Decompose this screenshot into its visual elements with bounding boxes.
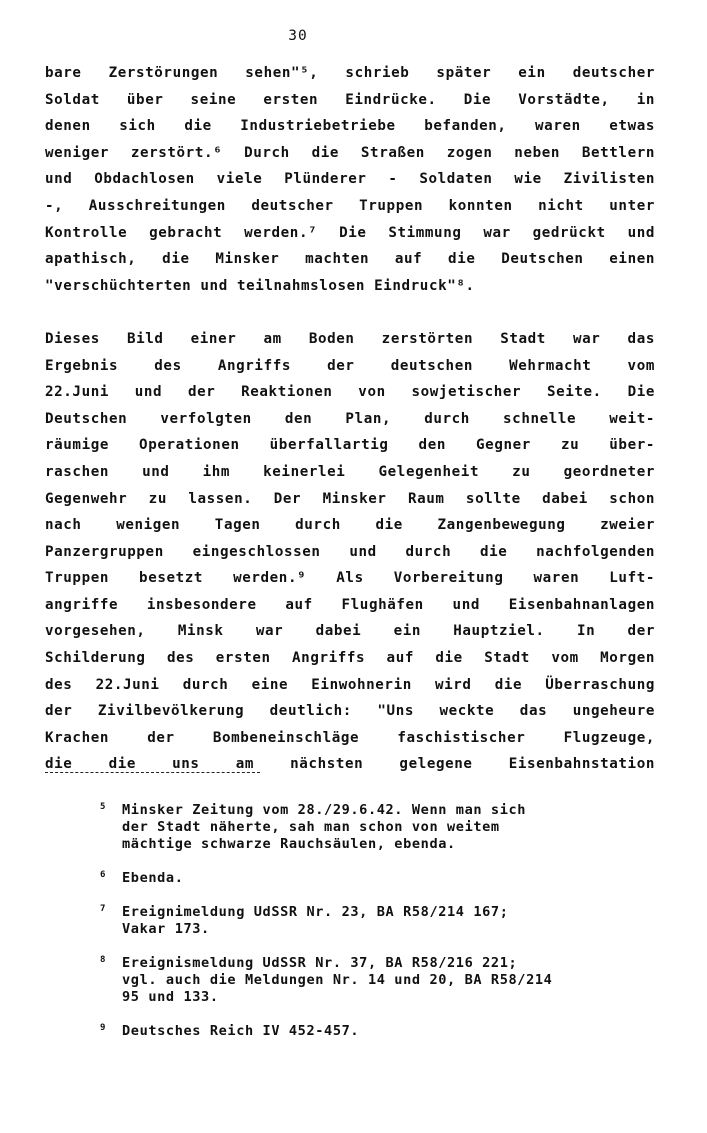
footnote-mark: 5 <box>100 802 107 812</box>
text-line: räumige Operationen überfallartig den Gegner zu über- <box>45 437 655 454</box>
body-text <box>45 60 655 778</box>
text-line: nach wenigen Tagen durch die Zangenbewegung zweier <box>45 517 655 534</box>
page-number: 30 <box>288 28 308 44</box>
text-line: der Zivilbevölkerung deutlich: "Uns weckte das ungeheure <box>45 703 655 720</box>
footnote <box>100 904 660 938</box>
footnote-line: vgl. auch die Meldungen Nr. 14 und 20, BA R58/214 <box>122 972 553 988</box>
text-line: Kontrolle gebracht werden.⁷ Die Stimmung war gedrückt und <box>45 224 655 241</box>
footnote-separator <box>45 772 260 773</box>
text-line: Krachen der Bombeneinschläge faschistischer Flugzeuge, <box>45 729 655 746</box>
footnote-line: der Stadt näherte, sah man schon von weitem <box>122 819 500 835</box>
footnote-line: Ereignimeldung UdSSR Nr. 23, BA R58/214 167; <box>122 904 509 920</box>
text-line: Soldat über seine ersten Eindrücke. Die Vorstädte, in <box>45 91 655 108</box>
text-line: vorgesehen, Minsk war dabei ein Hauptziel. In der <box>45 623 655 640</box>
paragraph-gap <box>45 299 655 326</box>
paragraph <box>45 60 655 299</box>
footnote <box>100 802 660 853</box>
footnote-line: Ereignismeldung UdSSR Nr. 37, BA R58/216 221; <box>122 955 518 971</box>
footnote-mark: 9 <box>100 1023 107 1033</box>
text-line: denen sich die Industriebetriebe befanden, waren etwas <box>45 118 655 135</box>
text-line: Truppen besetzt werden.⁹ Als Vorbereitung waren Luft- <box>45 570 655 587</box>
footnote-mark: 8 <box>100 955 107 965</box>
footnotes <box>100 802 660 1057</box>
text-line: Dieses Bild einer am Boden zerstörten Stadt war das <box>45 330 655 347</box>
text-line: -, Ausschreitungen deutscher Truppen konnten nicht unter <box>45 197 655 214</box>
footnote-line: Ebenda. <box>122 870 184 886</box>
text-line: raschen und ihm keinerlei Gelegenheit zu geordneter <box>45 463 655 480</box>
text-line: apathisch, die Minsker machten auf die Deutschen einen <box>45 251 655 268</box>
text-line: Gegenwehr zu lassen. Der Minsker Raum sollte dabei schon <box>45 490 655 507</box>
paragraph <box>45 326 655 778</box>
text-line: des 22.Juni durch eine Einwohnerin wird die Überraschung <box>45 676 655 693</box>
footnote-line: Deutsches Reich IV 452-457. <box>122 1023 360 1039</box>
footnote-line: 95 und 133. <box>122 989 219 1005</box>
text-line: bare Zerstörungen sehen"⁵, schrieb später ein deutscher <box>45 65 655 81</box>
text-line: Panzergruppen eingeschlossen und durch die nachfolgenden <box>45 543 655 560</box>
footnote <box>100 870 660 887</box>
footnote-line: Vakar 173. <box>122 921 210 937</box>
text-line: angriffe insbesondere auf Flughäfen und Eisenbahnanlagen <box>45 596 655 613</box>
text-line: "verschüchterten und teilnahmslosen Eindruck"⁸. <box>45 277 475 294</box>
footnote <box>100 955 660 1006</box>
text-line: Ergebnis des Angriffs der deutschen Wehrmacht vom <box>45 357 655 374</box>
footnote-line: Minsker Zeitung vom 28./29.6.42. Wenn man sich <box>122 802 527 818</box>
footnote-mark: 7 <box>100 904 107 914</box>
text-line: weniger zerstört.⁶ Durch die Straßen zogen neben Bettlern <box>45 144 655 161</box>
text-line: 22.Juni und der Reaktionen von sowjetischer Seite. Die <box>45 384 655 401</box>
text-line: die die uns am nächsten gelegene Eisenbahnstation <box>45 756 655 773</box>
footnote-line: mächtige schwarze Rauchsäulen, ebenda. <box>122 836 456 852</box>
text-line: Schilderung des ersten Angriffs auf die Stadt vom Morgen <box>45 650 655 667</box>
text-line: und Obdachlosen viele Plünderer - Soldaten wie Zivilisten <box>45 171 655 188</box>
footnote <box>100 1023 660 1040</box>
footnote-mark: 6 <box>100 870 107 880</box>
text-line: Deutschen verfolgten den Plan, durch schnelle weit- <box>45 410 655 427</box>
